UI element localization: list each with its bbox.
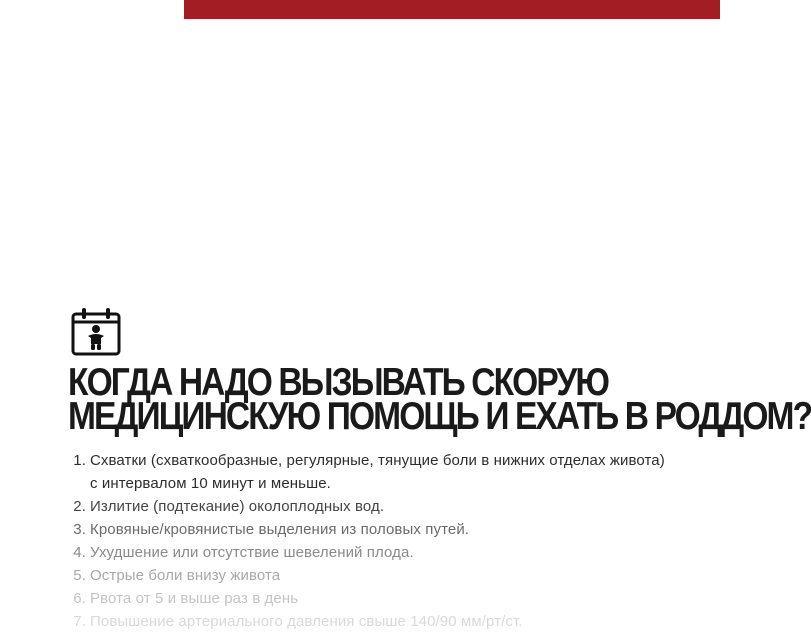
list-item xyxy=(70,495,670,518)
list-item xyxy=(70,587,670,610)
item-text: Кровяные/кровянистые выделения из половых путей. xyxy=(90,521,470,538)
item-number: 6. xyxy=(73,590,86,607)
top-accent-bar xyxy=(184,0,720,19)
list-item xyxy=(70,541,670,564)
item-text: Излитие (подтекание) околоплодных вод. xyxy=(90,498,385,515)
list-item xyxy=(70,564,670,587)
calendar-baby-icon xyxy=(71,307,121,357)
list-item xyxy=(70,610,670,633)
item-number: 5. xyxy=(73,567,86,584)
symptoms-list xyxy=(70,449,670,633)
page-title xyxy=(68,361,811,438)
title-line-1: КОГДА НАДО ВЫЗЫВАТЬ СКОРУЮ xyxy=(68,361,609,404)
list-item xyxy=(70,449,670,495)
item-text: Рвота от 5 и выше раз в день xyxy=(90,590,299,607)
list-item xyxy=(70,518,670,541)
item-number: 7. xyxy=(73,613,86,630)
item-text: Ухудшение или отсутствие шевелений плода. xyxy=(90,544,414,561)
item-text: Острые боли внизу живота xyxy=(90,567,281,584)
item-text: Повышение артериального давления свыше 140/90 мм/рт/ст. xyxy=(90,613,523,630)
item-text: Схватки (схваткообразные, регулярные, тянущие боли в нижних отделах живота) с интервалом 10 минут и меньше. xyxy=(90,452,665,492)
item-number: 2. xyxy=(73,498,86,515)
item-number: 3. xyxy=(73,521,86,538)
item-number: 4. xyxy=(73,544,86,561)
title-line-2: МЕДИЦИНСКУЮ ПОМОЩЬ И ЕХАТЬ В РОДДОМ? xyxy=(68,395,811,438)
item-number: 1. xyxy=(73,452,86,469)
